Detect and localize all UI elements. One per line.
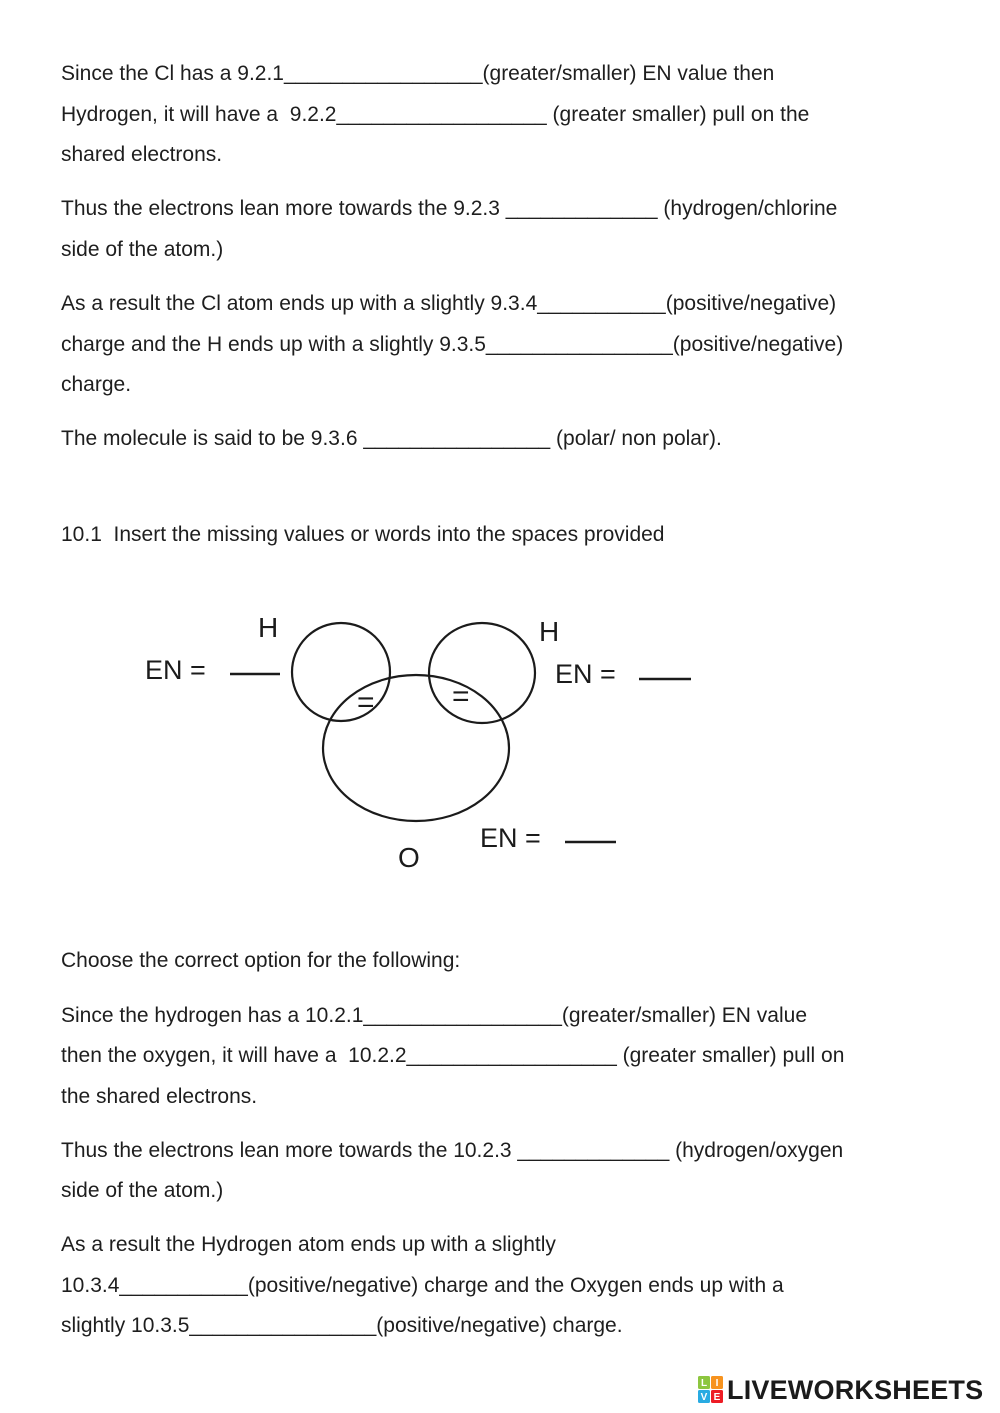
s10-line-1: Since the hydrogen has a 10.2.1_________________(greater/smaller) EN value: [61, 1004, 808, 1027]
shared-pair-right: =: [452, 680, 470, 713]
s10-instruction: Choose the correct option for the following:: [61, 949, 461, 972]
h-left-label: H: [258, 612, 279, 643]
s10-line-4: Thus the electrons lean more towards the 10.2.3 _____________ (hydrogen/oxygen: [61, 1139, 844, 1162]
s9-line-3: shared electrons.: [61, 143, 223, 166]
s9-line-8: charge.: [61, 373, 132, 396]
s9-line-1: Since the Cl has a 9.2.1_________________(greater/smaller) EN value then: [61, 62, 775, 85]
en-oxygen-label: EN =: [480, 823, 541, 853]
h-right-circle: [429, 623, 535, 723]
s10-line-5: side of the atom.): [61, 1179, 224, 1202]
logo-icon-letter-e: E: [713, 1392, 721, 1403]
logo-icon-letter-v: V: [700, 1392, 708, 1403]
en-right-label: EN =: [555, 659, 616, 689]
oxygen-circle: [323, 675, 509, 821]
s9-line-7: charge and the H ends up with a slightly 9.3.5________________(positive/negative): [61, 333, 844, 356]
s9-line-9: The molecule is said to be 9.3.6 ________________ (polar/ non polar).: [61, 427, 722, 450]
liveworksheets-logo[interactable]: [698, 1374, 983, 1406]
s10-line-6: As a result the Hydrogen atom ends up with a slightly: [61, 1233, 556, 1256]
logo-icon-letter-i: I: [715, 1378, 719, 1389]
o-label: O: [398, 842, 420, 873]
s10-line-7: 10.3.4___________(positive/negative) charge and the Oxygen ends up with a: [61, 1274, 784, 1297]
h-right-label: H: [539, 616, 560, 647]
s10-line-3: the shared electrons.: [61, 1085, 258, 1108]
water-molecule-diagram: [130, 600, 730, 890]
s10-line-2: then the oxygen, it will have a 10.2.2__________________ (greater smaller) pull on: [61, 1044, 845, 1067]
s10-heading: 10.1 Insert the missing values or words into the spaces provided: [61, 523, 665, 546]
liveworksheets-logo-icon: [698, 1376, 724, 1404]
liveworksheets-logo-text: LIVEWORKSHEETS: [727, 1375, 984, 1405]
s9-line-6: As a result the Cl atom ends up with a slightly 9.3.4___________(positive/negative): [61, 292, 837, 315]
s9-line-4: Thus the electrons lean more towards the 9.2.3 _____________ (hydrogen/chlorine: [61, 197, 838, 220]
s9-line-2: Hydrogen, it will have a 9.2.2__________________ (greater smaller) pull on the: [61, 103, 810, 126]
en-left-label: EN =: [145, 655, 206, 685]
logo-icon-letter-l: L: [700, 1378, 708, 1389]
s10-line-8: slightly 10.3.5________________(positive/negative) charge.: [61, 1314, 623, 1337]
shared-pair-left: =: [357, 686, 375, 719]
s9-line-5: side of the atom.): [61, 238, 224, 261]
